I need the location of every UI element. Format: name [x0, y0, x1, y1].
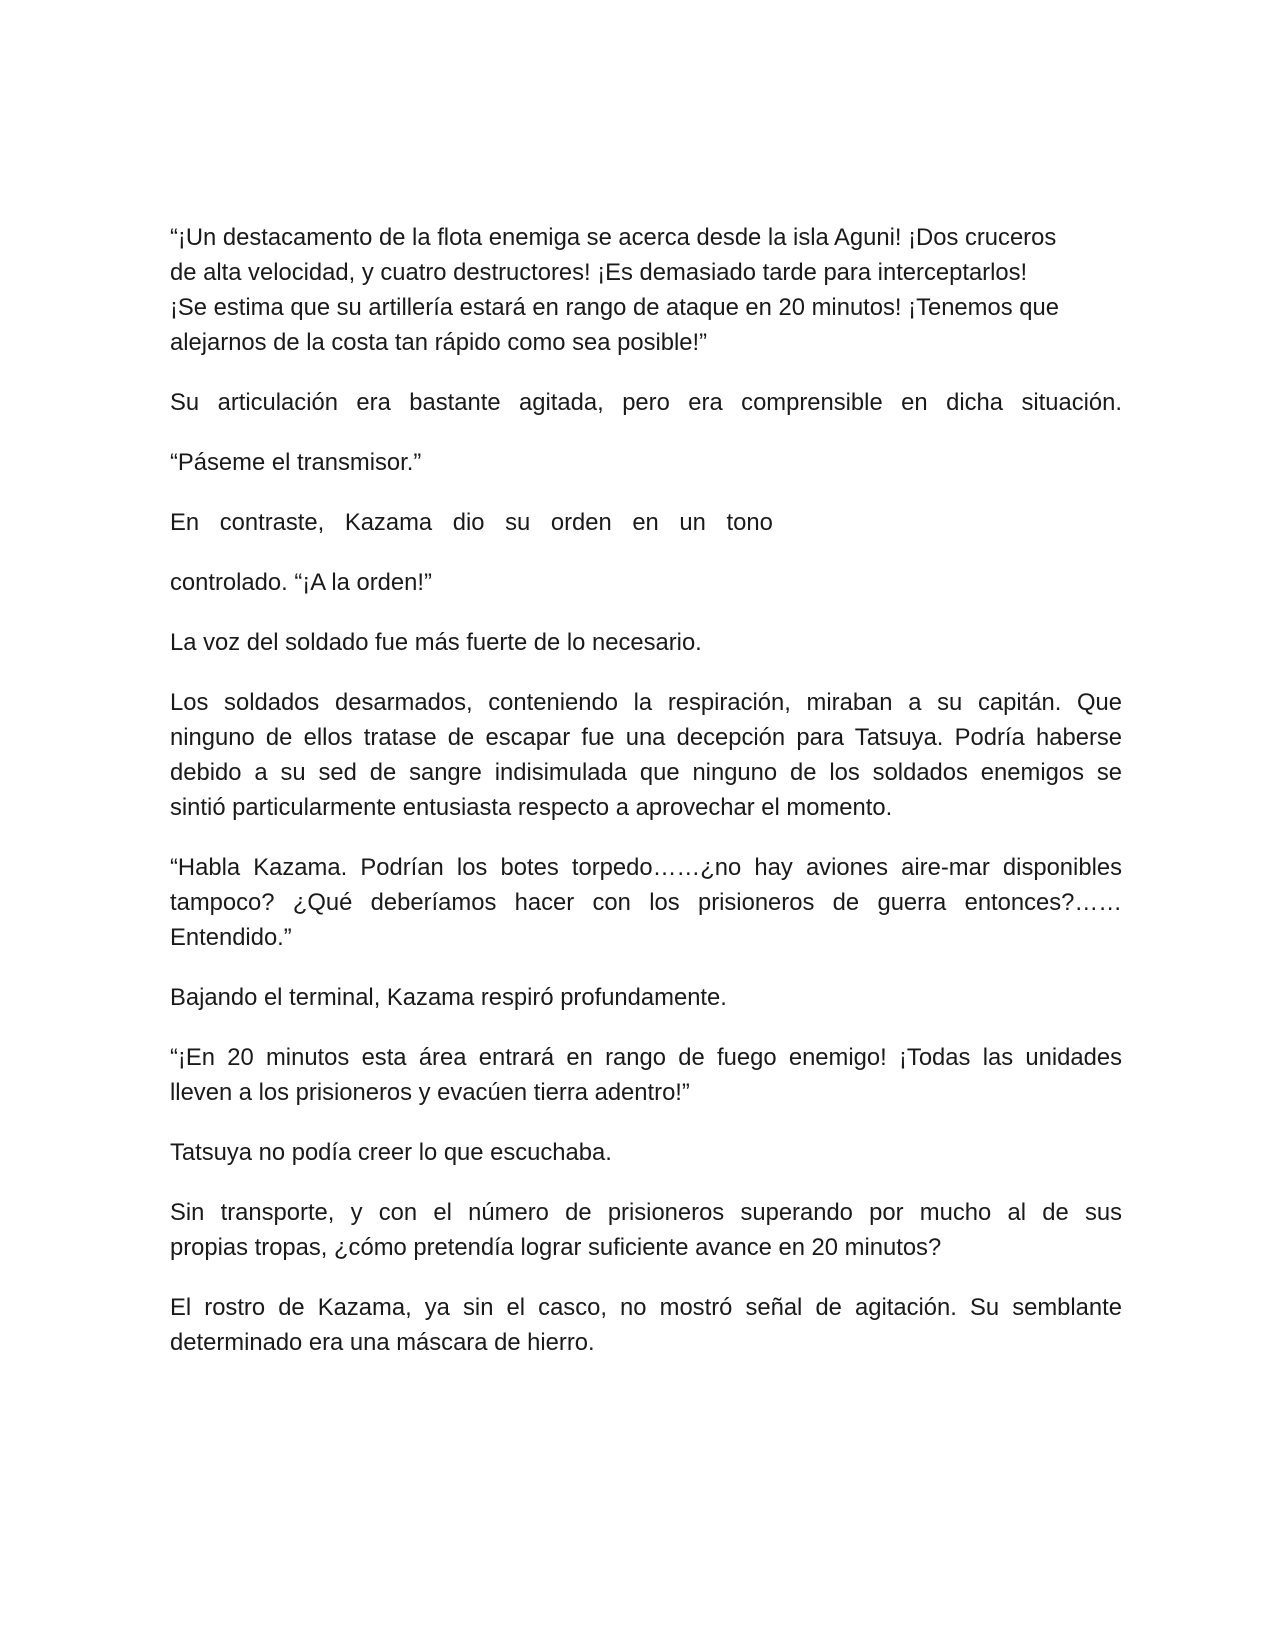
paragraph-p11 [170, 1135, 1122, 1170]
paragraph-p2 [170, 385, 1122, 420]
text-line: sintió particularmente entusiasta respecto a aprovechar el momento. [170, 794, 893, 821]
text-line: determinado era una máscara de hierro. [170, 1329, 595, 1356]
paragraph-p7 [170, 685, 1122, 825]
text-line: lleven a los prisioneros y evacúen tierra adentro!” [170, 1079, 690, 1106]
text-line: “Habla Kazama. Podrían los botes torpedo……¿no hay aviones aire-mar disponibles [170, 854, 1122, 881]
text-content [170, 220, 1122, 1360]
text-line: de alta velocidad, y cuatro destructores! ¡Es demasiado tarde para interceptarlos! [170, 259, 1028, 286]
text-line: alejarnos de la costa tan rápido como sea posible!” [170, 329, 708, 356]
text-line: Sin transporte, y con el número de prisioneros superando por mucho al de sus [170, 1199, 1122, 1226]
paragraph-p4 [170, 505, 1122, 540]
text-line: Su articulación era bastante agitada, pero era comprensible en dicha situación. [170, 389, 1122, 416]
text-line: Tatsuya no podía creer lo que escuchaba. [170, 1139, 612, 1166]
text-line: Los soldados desarmados, conteniendo la respiración, miraban a su capitán. Que [170, 689, 1122, 716]
text-line: tampoco? ¿Qué deberíamos hacer con los prisioneros de guerra entonces?…… [170, 889, 1122, 916]
text-line: controlado. “¡A la orden!” [170, 569, 432, 596]
text-line: Entendido.” [170, 924, 292, 951]
paragraph-p5 [170, 565, 1122, 600]
text-line: ninguno de ellos tratase de escapar fue una decepción para Tatsuya. Podría haberse [170, 724, 1122, 751]
paragraph-p12 [170, 1195, 1122, 1265]
text-line: ¡Se estima que su artillería estará en rango de ataque en 20 minutos! ¡Tenemos que [170, 294, 1059, 321]
text-line: propias tropas, ¿cómo pretendía lograr suficiente avance en 20 minutos? [170, 1234, 942, 1261]
paragraph-p8 [170, 850, 1122, 955]
paragraph-p10 [170, 1040, 1122, 1110]
paragraph-p9 [170, 980, 1122, 1015]
paragraph-p13 [170, 1290, 1122, 1360]
text-line: En contraste, Kazama dio su orden en un tono [170, 509, 773, 536]
text-line: Bajando el terminal, Kazama respiró profundamente. [170, 984, 727, 1011]
text-line: debido a su sed de sangre indisimulada que ninguno de los soldados enemigos se [170, 759, 1122, 786]
text-line: “¡En 20 minutos esta área entrará en rango de fuego enemigo! ¡Todas las unidades [170, 1044, 1122, 1071]
paragraph-p1 [170, 220, 1122, 360]
paragraph-p6 [170, 625, 1122, 660]
text-line: “Páseme el transmisor.” [170, 449, 422, 476]
text-line: El rostro de Kazama, ya sin el casco, no mostró señal de agitación. Su semblante [170, 1294, 1122, 1321]
text-line: La voz del soldado fue más fuerte de lo necesario. [170, 629, 702, 656]
text-line: “¡Un destacamento de la flota enemiga se acerca desde la isla Aguni! ¡Dos cruceros [170, 224, 1057, 251]
paragraph-p3 [170, 445, 1122, 480]
